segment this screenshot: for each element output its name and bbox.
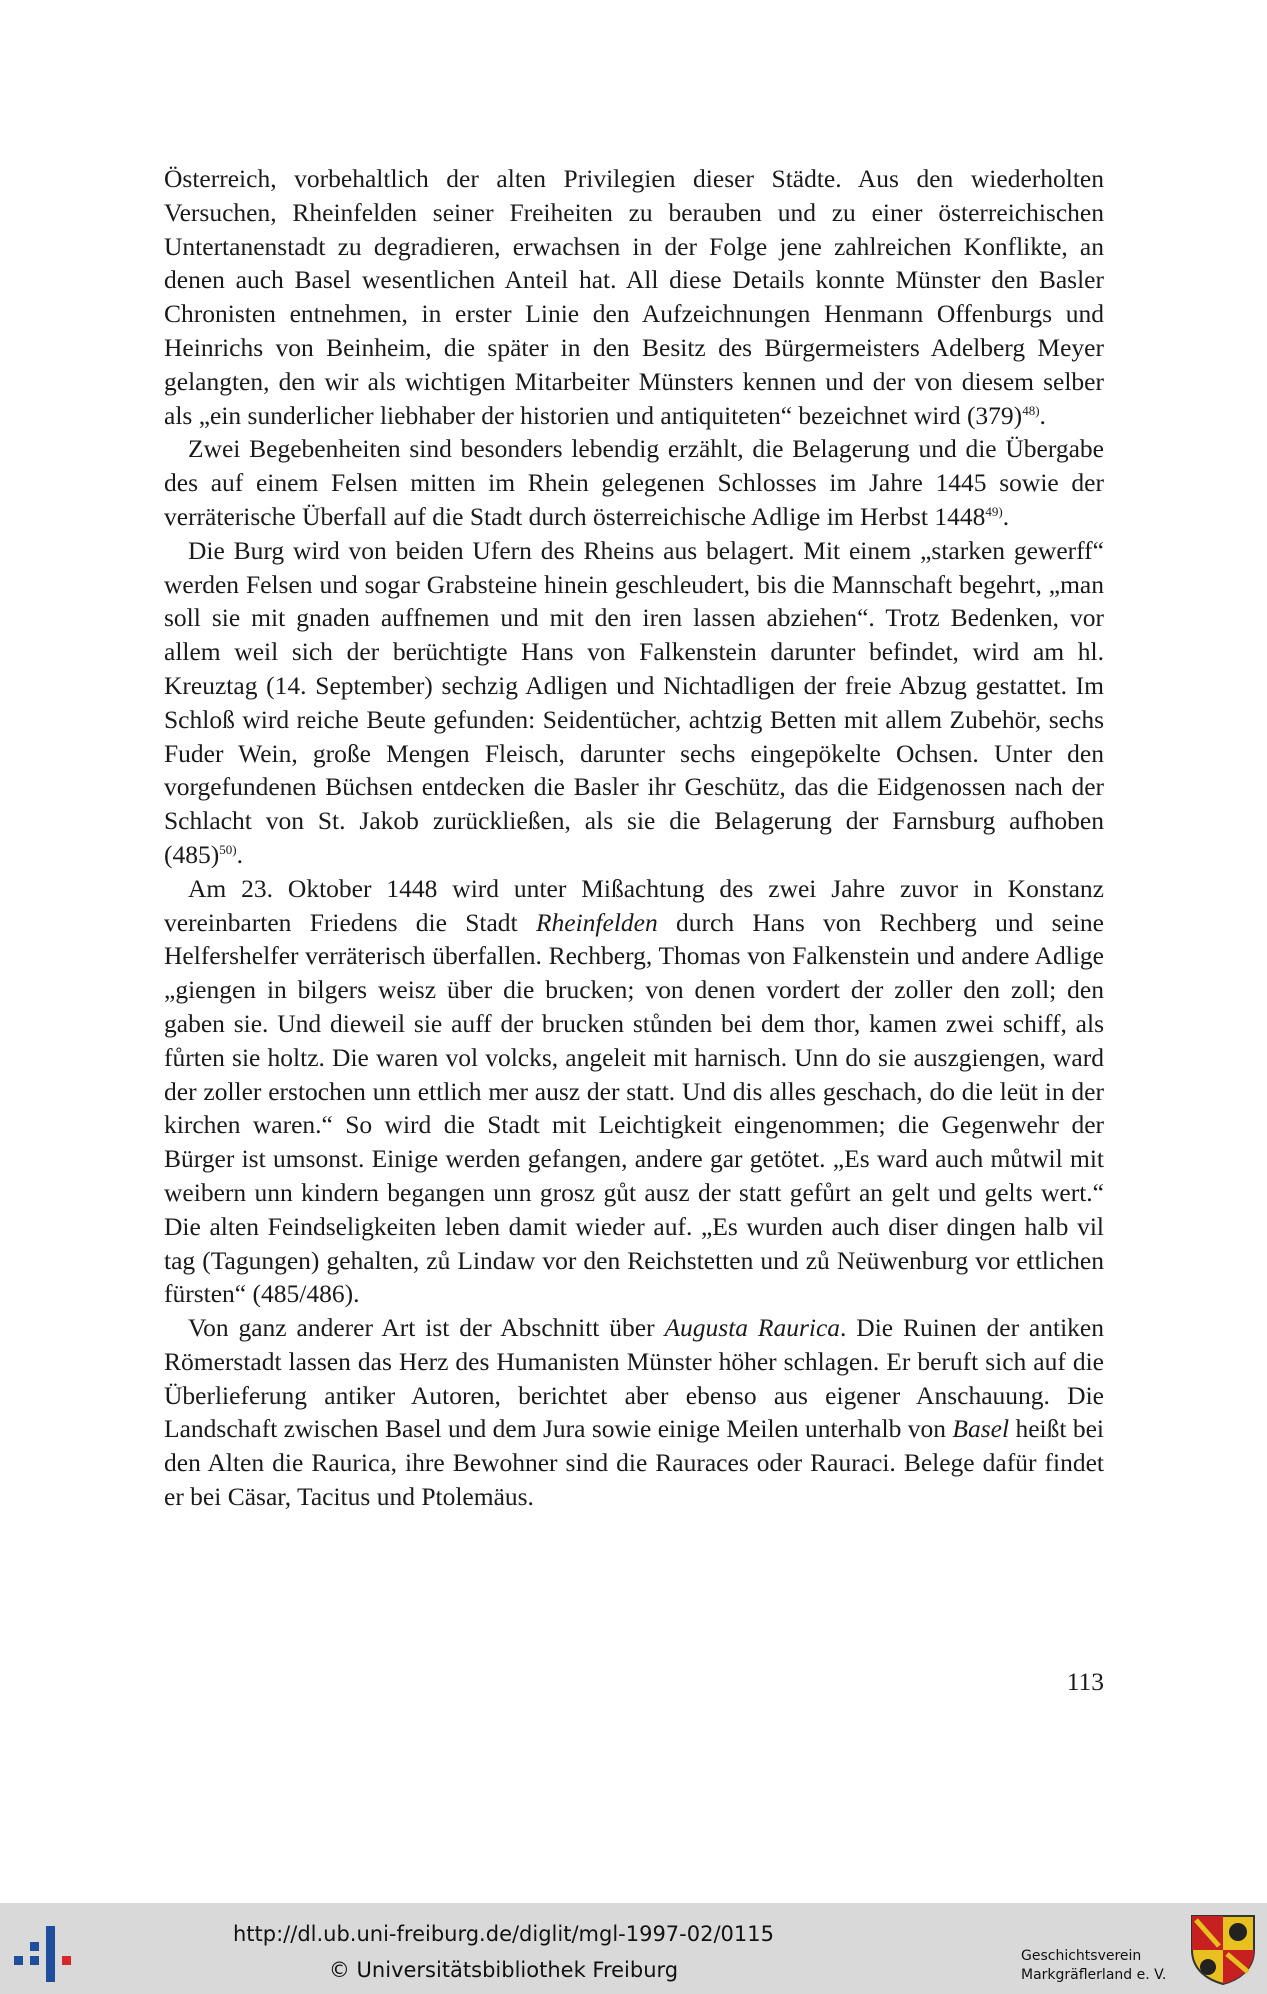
place-name: Augusta Raurica xyxy=(664,1313,841,1343)
paragraph-text: . Die Ruinen der antiken Römerstadt lassen das Herz des Humanisten Münster höher schlagen. Er beruft sich auf die Überlieferung antiker Autoren, berichtet aber ebenso aus eigener Anschauung. Die Landschaft zwischen Basel und dem Jura sowie einige Meilen unterhalb von xyxy=(164,1313,1104,1444)
paragraph-text: Österreich, vorbehaltlich der alten Privilegien dieser Städte. Aus den wiederholten Versuchen, Rheinfelden seiner Freiheiten zu berauben und zu einer österreichischen Untertanenstadt zu degradieren, erwachsen in der Folge jene zahlreichen Konflikte, an denen auch Basel wesentlichen Anteil hat. All diese Details konnte Münster den Basler Chronisten entnehmen, in erster Linie den Aufzeichnungen Henmann Offenburgs und Heinrichs von Beinheim, die später in den Besitz des Bürgermeisters Adelberg Meyer gelangten, den wir als wichtigen Mitarbeiter Münsters kennen und der von diesem selber als „ein sunderlicher liebhaber der historien und antiquiteten“ bezeichnet wird (379) xyxy=(164,164,1104,430)
society-name xyxy=(1021,1947,1166,1985)
paragraph-text: durch Hans von Rechberg und seine Helfershelfer verräterisch überfallen. Rechberg, Thomas von Falkenstein und andere Adlige „giengen in bilgers weisz über die brucken; von denen vordert der zoller den zoll; den gaben sie. Und dieweil sie auff der brucken stůnden bei dem thor, kamen zwei schiff, als fůrten sie holtz. Die waren vol volcks, angeleit mit harnisch. Unn do sie auszgiengen, ward der zoller erstochen unn ettlich mer ausz der statt. Und dis alles geschach, do die leüt in der kirchen waren.“ So wird die Stadt mit Leichtigkeit eingenommen; die Gegenwehr der Bürger ist umsonst. Einige werden gefangen, andere gar getötet. „Es ward auch můtwil mit weibern unn kindern begangen unn grosz gůt ausz der statt gefůrt an gelt und gelts wert.“ Die alten Feindseligkeiten leben damit wieder auf. „Es wurden auch diser dingen halb vil tag (Tagungen) gehalten, zů Lindaw vor den Reichstetten und zů Neüwenburg vor ettlichen fürsten“ (485/486). xyxy=(164,907,1104,1309)
place-name: Rheinfelden xyxy=(535,907,658,937)
paragraph: Österreich, vorbehaltlich der alten Privilegien dieser Städte. Aus den wiederholten Versuchen, Rheinfelden seiner Freiheiten zu berauben und zu einer österreichischen Untertanenstadt zu degradieren, erwachsen in der Folge jene zahlreichen Konflikte, an denen auch Basel wesentlichen Anteil hat. All diese Details konnte Münster den Basler Chronisten entnehmen, in erster Linie den Aufzeichnungen Henmann Offenburgs und Heinrichs von Beinheim, die später in den Besitz des Bürgermeisters Adelberg Meyer gelangten, den wir als wichtigen Mitarbeiter Münsters kennen und der von diesem selber als „ein sunderlicher liebhaber der historien und antiquiteten“ bezeichnet wird $(379)^{48)}$. xyxy=(164,164,1104,430)
paragraph xyxy=(164,872,1104,1311)
source-link[interactable]: http://dl.ub.uni-freiburg.de/diglit/mgl-1997-02/0115 xyxy=(232,1922,774,1946)
paragraph xyxy=(164,1311,1104,1514)
paragraph-text: Von ganz anderer Art ist der Abschnitt über xyxy=(188,1313,655,1343)
society-name-line: Markgräflerland e. V. xyxy=(1021,1967,1167,1983)
footer-bar xyxy=(0,1903,1267,1994)
page-number: 113 xyxy=(1066,1667,1104,1696)
society-name-line: Geschichtsverein xyxy=(1021,1948,1142,1964)
footnote-ref[interactable]: 49) xyxy=(985,503,1003,519)
coat-of-arms-icon xyxy=(1188,1912,1258,1986)
paragraph: Zwei Begebenheiten sind besonders lebendig erzählt, die Belagerung und die Übergabe des auf einem Felsen mitten im Rhein gelegenen Schlosses im Jahre 1445 sowie der verräterische Überfall auf die Stadt durch österreichische Adlige im Herbst 1448$^{49)}$. xyxy=(164,434,1104,531)
paragraph-text: heißt bei den Alten die Raurica, ihre Bewohner sind die Rauraces oder Rauraci. Belege dafür findet er bei Cäsar, Tacitus und Ptolemäus. xyxy=(164,1414,1104,1512)
footnote-ref[interactable]: 50) xyxy=(219,841,237,857)
paragraph-text: Zwei Begebenheiten sind besonders lebendig erzählt, die Belagerung und die Übergabe des auf einem Felsen mitten im Rhein gelegenen Schlosses im Jahre 1445 sowie der verräterische Überfall auf die Stadt durch österreichische Adlige im Herbst 1448 xyxy=(164,434,1104,531)
paragraph: Die Burg wird von beiden Ufern des Rheins aus belagert. Mit einem „starken gewerff“ werden Felsen und sogar Grabsteine hinein geschleudert, bis die Mannschaft begehrt, „man soll sie mit gnaden auffnemen und mit den iren lassen abziehen“. Trotz Bedenken, vor allem weil sich der berüchtigte Hans von Falkenstein darunter befindet, wird am hl. Kreuztag (14. September) sechzig Adligen und Nichtadligen der freie Abzug gestattet. Im Schloß wird reiche Beute gefunden: Seidentücher, achtzig Betten mit allem Zubehör, sechs Fuder Wein, große Mengen Fleisch, darunter sechs eingepökelte Ochsen. Unter den vorgefundenen Büchsen entdecken die Basler ihr Geschütz, das die Eidgenossen nach der Schlacht von St. Jakob zurückließen, als sie die Belagerung der Farnsburg aufhoben $(485)^{50)}$. xyxy=(164,535,1104,869)
source-url[interactable] xyxy=(0,1922,1137,1946)
place-name: Basel xyxy=(952,1414,1010,1444)
copyright-notice: © Universitätsbibliothek Freiburg xyxy=(328,1958,679,1982)
footnote-ref[interactable]: 48) xyxy=(1022,402,1040,418)
page-body xyxy=(164,162,1104,1514)
paragraph-text: Am 23. Oktober 1448 wird unter Mißachtung des zwei Jahre zuvor in Konstanz vereinbarten Friedens die Stadt xyxy=(164,873,1104,937)
paragraph-text: Die Burg wird von beiden Ufern des Rheins aus belagert. Mit einem „starken gewerff“ werden Felsen und sogar Grabsteine hinein geschleudert, bis die Mannschaft begehrt, „man soll sie mit gnaden auffnemen und mit den iren lassen abziehen“. Trotz Bedenken, vor allem weil sich der berüchtigte Hans von Falkenstein darunter befindet, wird am hl. Kreuztag (14. September) sechzig Adligen und Nichtadligen der freie Abzug gestattet. Im Schloß wird reiche Beute gefunden: Seidentücher, achtzig Betten mit allem Zubehör, sechs Fuder Wein, große Mengen Fleisch, darunter sechs eingepökelte Ochsen. Unter den vorgefundenen Büchsen entdecken die Basler ihr Geschütz, das die Eidgenossen nach der Schlacht von St. Jakob zurückließen, als sie die Belagerung der Farnsburg aufhoben (485) xyxy=(164,535,1104,869)
